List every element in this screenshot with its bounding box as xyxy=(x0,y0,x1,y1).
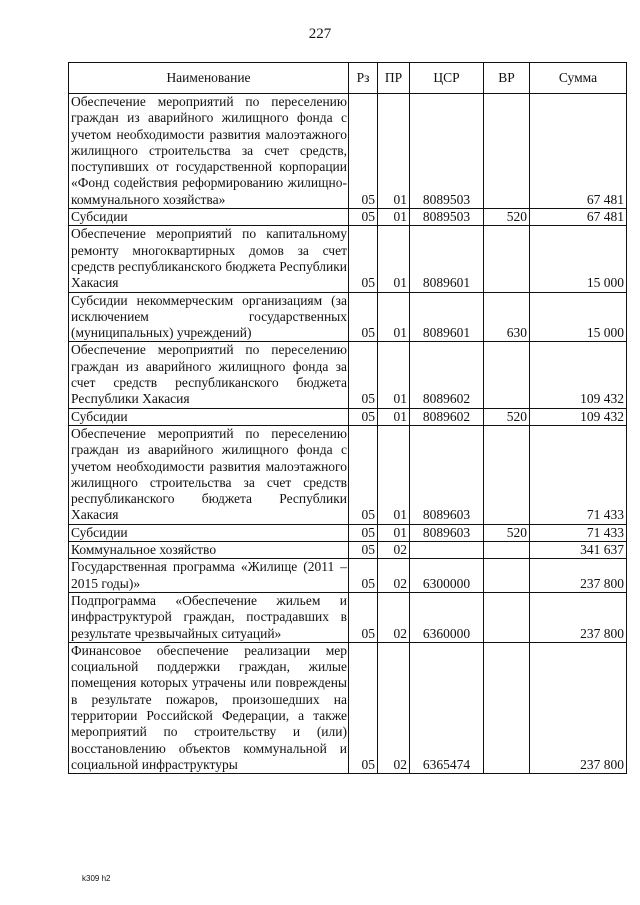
row-pr: 01 xyxy=(378,342,410,408)
row-csr: 8089601 xyxy=(410,226,484,292)
row-rz: 05 xyxy=(349,342,378,408)
row-rz: 05 xyxy=(349,408,378,425)
header-name: Наименование xyxy=(69,63,349,94)
row-rz: 05 xyxy=(349,524,378,541)
row-vr xyxy=(484,592,530,642)
row-rz: 05 xyxy=(349,94,378,209)
row-rz: 05 xyxy=(349,642,378,773)
table-row xyxy=(69,292,627,342)
row-sum: 341 637 xyxy=(530,542,627,559)
row-sum: 237 800 xyxy=(530,642,627,773)
table-row xyxy=(69,524,627,541)
table-row xyxy=(69,226,627,292)
row-vr: 520 xyxy=(484,209,530,226)
row-csr: 6360000 xyxy=(410,592,484,642)
row-pr: 02 xyxy=(378,542,410,559)
row-rz: 05 xyxy=(349,559,378,593)
row-pr: 01 xyxy=(378,94,410,209)
row-name: Государственная программа «Жилище (2011 – 2015 годы)» xyxy=(69,559,349,593)
row-pr: 01 xyxy=(378,524,410,541)
row-pr: 01 xyxy=(378,408,410,425)
row-rz: 05 xyxy=(349,542,378,559)
row-rz: 05 xyxy=(349,226,378,292)
table-row xyxy=(69,559,627,593)
row-sum: 109 432 xyxy=(530,342,627,408)
row-name: Субсидии xyxy=(69,524,349,541)
row-name: Субсидии некоммерческим организациям (за исключением государственных (муниципальных) учреждений) xyxy=(69,292,349,342)
table-row xyxy=(69,642,627,773)
row-vr xyxy=(484,642,530,773)
row-csr: 8089602 xyxy=(410,408,484,425)
row-sum: 67 481 xyxy=(530,94,627,209)
table-row xyxy=(69,542,627,559)
row-sum: 71 433 xyxy=(530,425,627,524)
row-vr xyxy=(484,94,530,209)
budget-table xyxy=(68,62,627,774)
row-name: Финансовое обеспечение реализации мер социальной поддержки граждан, жилые помещения которых утрачены или повреждены в результате пожаров, произошедших на территории Российской Федерации, а также мероприятий по строительству и (или) восстановлению объектов коммунальной и социальной инфраструктуры xyxy=(69,642,349,773)
row-vr xyxy=(484,542,530,559)
row-vr: 520 xyxy=(484,524,530,541)
row-csr: 8089503 xyxy=(410,94,484,209)
table-row xyxy=(69,209,627,226)
header-csr: ЦСР xyxy=(410,63,484,94)
row-pr: 02 xyxy=(378,642,410,773)
header-rz: Рз xyxy=(349,63,378,94)
row-csr: 6300000 xyxy=(410,559,484,593)
row-name: Коммунальное хозяйство xyxy=(69,542,349,559)
row-csr: 8089602 xyxy=(410,342,484,408)
row-pr: 01 xyxy=(378,425,410,524)
row-csr: 8089503 xyxy=(410,209,484,226)
row-name: Обеспечение мероприятий по переселению граждан из аварийного жилищного фонда с учетом необходимости развития малоэтажного жилищного строительства за счет средств республиканского бюджета Республики Хакасия xyxy=(69,425,349,524)
row-pr: 01 xyxy=(378,292,410,342)
row-name: Обеспечение мероприятий по переселению граждан из аварийного жилищного фонда за счет средств республиканского бюджета Республики Хакасия xyxy=(69,342,349,408)
table-row xyxy=(69,408,627,425)
row-pr: 01 xyxy=(378,226,410,292)
row-sum: 237 800 xyxy=(530,592,627,642)
row-rz: 05 xyxy=(349,592,378,642)
row-rz: 05 xyxy=(349,292,378,342)
row-sum: 15 000 xyxy=(530,226,627,292)
row-sum: 67 481 xyxy=(530,209,627,226)
header-pr: ПР xyxy=(378,63,410,94)
row-sum: 109 432 xyxy=(530,408,627,425)
table-row xyxy=(69,94,627,209)
row-vr xyxy=(484,559,530,593)
row-sum: 71 433 xyxy=(530,524,627,541)
row-name: Обеспечение мероприятий по переселению граждан из аварийного жилищного фонда с учетом необходимости развития малоэтажного жилищного строительства за счет средств, поступивших от государственной корпорации «Фонд содействия реформированию жилищно-коммунального хозяйства» xyxy=(69,94,349,209)
row-vr xyxy=(484,342,530,408)
page-number: 227 xyxy=(308,26,332,42)
row-csr: 8089603 xyxy=(410,425,484,524)
table-header-row xyxy=(69,63,627,94)
header-vr: ВР xyxy=(484,63,530,94)
row-rz: 05 xyxy=(349,209,378,226)
document-code: k309 h2 xyxy=(82,874,111,883)
row-vr: 520 xyxy=(484,408,530,425)
row-pr: 02 xyxy=(378,592,410,642)
table-row xyxy=(69,425,627,524)
row-csr: 6365474 xyxy=(410,642,484,773)
row-csr: 8089601 xyxy=(410,292,484,342)
row-vr xyxy=(484,425,530,524)
row-vr: 630 xyxy=(484,292,530,342)
row-pr: 02 xyxy=(378,559,410,593)
row-csr: 8089603 xyxy=(410,524,484,541)
row-name: Субсидии xyxy=(69,209,349,226)
row-name: Обеспечение мероприятий по капитальному ремонту многоквартирных домов за счет средств республиканского бюджета Республики Хакасия xyxy=(69,226,349,292)
row-rz: 05 xyxy=(349,425,378,524)
header-sum: Сумма xyxy=(530,63,627,94)
row-name: Подпрограмма «Обеспечение жильем и инфраструктурой граждан, пострадавших в результате чрезвычайных ситуаций» xyxy=(69,592,349,642)
table-row xyxy=(69,342,627,408)
row-csr xyxy=(410,542,484,559)
row-vr xyxy=(484,226,530,292)
table-row xyxy=(69,592,627,642)
row-sum: 15 000 xyxy=(530,292,627,342)
row-pr: 01 xyxy=(378,209,410,226)
row-sum: 237 800 xyxy=(530,559,627,593)
row-name: Субсидии xyxy=(69,408,349,425)
